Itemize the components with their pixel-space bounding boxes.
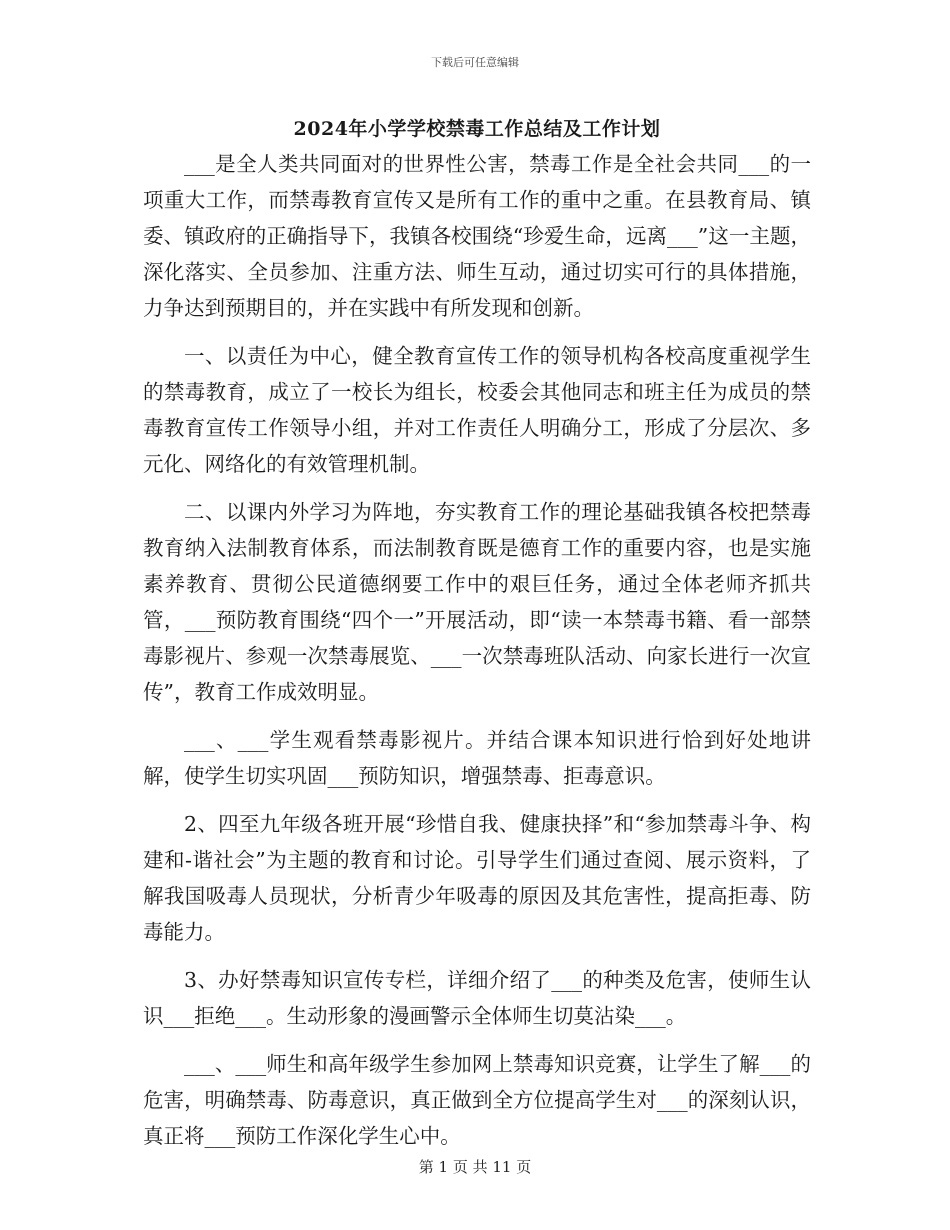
document-title: 2024年小学学校禁毒工作总结及工作计划: [293, 118, 661, 140]
paragraph-item-4: ___、___师生和高年级学生参加网上禁毒知识竞赛，让学生了解___的危害，明确禁毒、防毒意识，真正做到全方位提高学生对___的深刻认识，真正将___预防工作深化学生心中。: [143, 1052, 811, 1148]
document-body: [143, 146, 811, 1166]
paragraph-item-3: 3、办好禁毒知识宣传专栏，详细介绍了___的种类及危害，使师生认识___拒绝___。生动形象的漫画警示全体师生切莫沾染___。: [143, 968, 811, 1028]
page-footer: 第 1 页 共 11 页: [418, 1158, 532, 1176]
paragraph-item-2: 2、四至九年级各班开展“珍惜自我、健康抉择”和“参加禁毒斗争、构建和-谐社会”为主题的教育和讨论。引导学生们通过查阅、展示资料，了解我国吸毒人员现状，分析青少年吸毒的原因及其危害性，提高拒毒、防毒能力。: [143, 812, 811, 944]
paragraph-section-1: 一、以责任为中心，健全教育宣传工作的领导机构各校高度重视学生的禁毒教育，成立了一校长为组长，校委会其他同志和班主任为成员的禁毒教育宣传工作领导小组，并对工作责任人明确分工，形成了分层次、多元化、网络化的有效管理机制。: [143, 344, 811, 476]
paragraph-section-2: 二、以课内外学习为阵地，夯实教育工作的理论基础我镇各校把禁毒教育纳入法制教育体系，而法制教育既是德育工作的重要内容，也是实施素养教育、贯彻公民道德纲要工作中的艰巨任务，通过全体老师齐抓共管，___预防教育围绕“四个一”开展活动，即“读一本禁毒书籍、看一部禁毒影视片、参观一次禁毒展览、___一次禁毒班队活动、向家长进行一次宣传”，教育工作成效明显。: [143, 500, 811, 704]
paragraph-intro: ___是全人类共同面对的世界性公害，禁毒工作是全社会共同___的一项重大工作，而禁毒教育宣传又是所有工作的重中之重。在县教育局、镇委、镇政府的正确指导下，我镇各校围绕“珍爱生命，远离___”这一主题，深化落实、全员参加、注重方法、师生互动，通过切实可行的具体措施，力争达到预期目的，并在实践中有所发现和创新。: [143, 152, 811, 320]
header-note: 下载后可任意编辑: [431, 56, 519, 69]
paragraph-item-1: ___、___学生观看禁毒影视片。并结合课本知识进行恰到好处地讲解，使学生切实巩固___预防知识，增强禁毒、拒毒意识。: [143, 728, 811, 788]
